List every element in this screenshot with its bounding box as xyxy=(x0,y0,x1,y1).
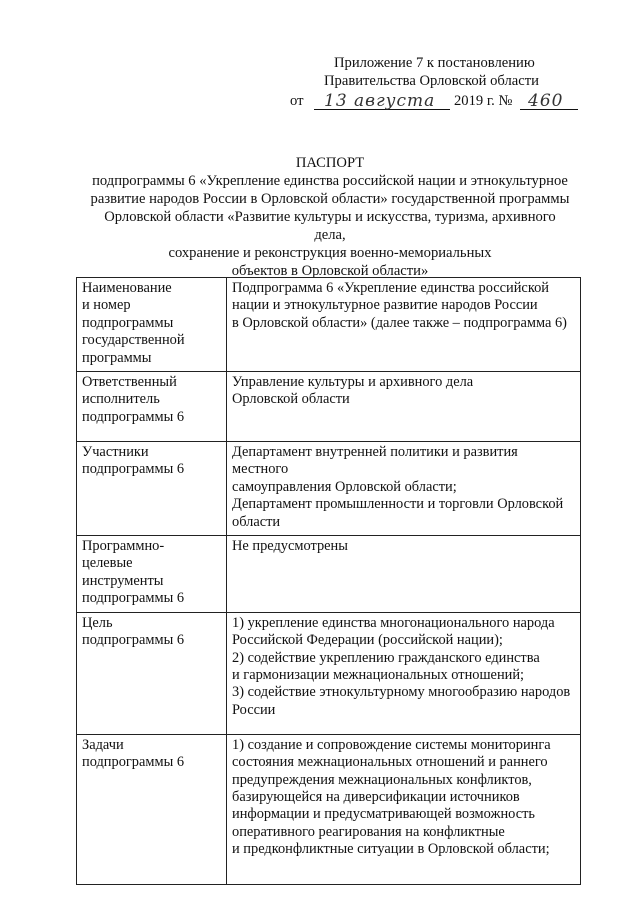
row-label-line: и номер xyxy=(82,297,131,314)
row-label-line: подпрограммы 6 xyxy=(82,632,185,649)
row-label-cell xyxy=(77,372,227,442)
passport-heading: ПАСПОРТ xyxy=(295,155,365,171)
subtitle-line: подпрограммы 6 «Укрепление единства российской нации и этнокультурное xyxy=(92,173,568,189)
row-value-cell xyxy=(227,612,581,734)
row-label-cell xyxy=(77,278,227,372)
table-row xyxy=(77,442,581,536)
row-label-line: инструменты xyxy=(82,572,164,589)
row-value-line: области xyxy=(232,513,281,530)
row-value-cell xyxy=(227,536,581,613)
handwritten-number: 460 xyxy=(528,91,564,111)
row-value-line: базирующейся на диверсификации источников xyxy=(232,788,520,805)
row-label-line: программы xyxy=(82,349,152,366)
row-value-cell xyxy=(227,442,581,536)
handwritten-date: 13 августа xyxy=(324,91,436,111)
subtitle-line: развитие народов России в Орловской области» государственной программы xyxy=(90,191,570,207)
row-value-line: Департамент промышленности и торговли Орловской xyxy=(232,496,564,513)
row-value-line: Управление культуры и архивного дела xyxy=(232,374,474,391)
date-prefix: от xyxy=(290,93,304,109)
row-label-line: подпрограммы 6 xyxy=(82,590,185,607)
row-value-line: состояния межнациональных отношений и раннего xyxy=(232,754,548,771)
row-value-line: в Орловской области» (далее также – подпрограмма 6) xyxy=(232,314,567,331)
row-value-line: оперативного реагирования на конфликтные xyxy=(232,823,505,840)
table-row xyxy=(77,536,581,613)
subtitle-line: сохранение и реконструкция военно-мемориальных xyxy=(168,245,492,261)
row-value-line: 1) создание и сопровождение системы мониторинга xyxy=(232,736,551,753)
row-value-line: 3) содействие этнокультурному многообразию народов xyxy=(232,684,571,701)
row-value-line: 2) содействие укреплению гражданского единства xyxy=(232,649,540,666)
table-row xyxy=(77,612,581,734)
row-label-line: государственной xyxy=(82,332,185,349)
row-label-line: исполнитель xyxy=(82,391,160,408)
subtitle-line: объектов в Орловской области» xyxy=(231,263,429,279)
passport-table xyxy=(76,277,581,885)
row-value-line: нации и этнокультурное развитие народов России xyxy=(232,297,538,314)
row-value-line: России xyxy=(232,701,276,718)
row-value-cell xyxy=(227,372,581,442)
row-value-line: Департамент внутренней политики и развития местного xyxy=(232,444,518,478)
row-label-line: целевые xyxy=(82,555,133,572)
row-value-line: Орловской области xyxy=(232,391,350,408)
row-label-line: Наименование xyxy=(82,280,172,296)
row-label-line: подпрограммы 6 xyxy=(82,754,185,771)
row-value-line: информации и предусматривающей возможность xyxy=(232,806,535,823)
row-label-cell xyxy=(77,536,227,613)
appendix-date-line xyxy=(290,90,590,112)
row-value-line: 1) укрепление единства многонационального народа xyxy=(232,614,555,631)
appendix-line-1: Приложение 7 к постановлению xyxy=(334,55,535,71)
table-row xyxy=(77,278,581,372)
passport-title xyxy=(90,154,570,280)
row-label-line: Задачи xyxy=(82,736,124,753)
row-label-line: Ответственный xyxy=(82,374,177,391)
row-label-line: подпрограммы xyxy=(82,314,174,331)
subtitle-line: Орловской области «Развитие культуры и искусства, туризма, архивного дела, xyxy=(104,209,556,243)
row-label-cell xyxy=(77,734,227,884)
appendix-line-2: Правительства Орловской области xyxy=(324,73,539,89)
appendix-header xyxy=(290,54,590,112)
row-label-line: Цель xyxy=(82,614,113,631)
table-row xyxy=(77,372,581,442)
row-value-cell xyxy=(227,278,581,372)
row-label-line: Участники xyxy=(82,444,149,461)
table-row xyxy=(77,734,581,884)
row-label-cell xyxy=(77,612,227,734)
row-label-line: подпрограммы 6 xyxy=(82,461,185,478)
row-value-cell xyxy=(227,734,581,884)
passport-subtitle xyxy=(90,172,570,280)
row-value-line: Российской Федерации (российской нации); xyxy=(232,632,503,649)
row-value-line: Не предусмотрены xyxy=(232,538,348,555)
row-value-line: самоуправления Орловской области; xyxy=(232,478,457,495)
row-value-line: и предконфликтные ситуации в Орловской области; xyxy=(232,841,550,858)
row-label-line: подпрограммы 6 xyxy=(82,408,185,425)
row-label-cell xyxy=(77,442,227,536)
row-value-line: и гармонизации межнациональных отношений; xyxy=(232,666,525,683)
row-value-line: Подпрограмма 6 «Укрепление единства российской xyxy=(232,280,549,296)
row-label-line: Программно- xyxy=(82,538,165,555)
row-value-line: предупреждения межнациональных конфликтов, xyxy=(232,771,532,788)
year-text: 2019 г. № xyxy=(454,93,513,109)
